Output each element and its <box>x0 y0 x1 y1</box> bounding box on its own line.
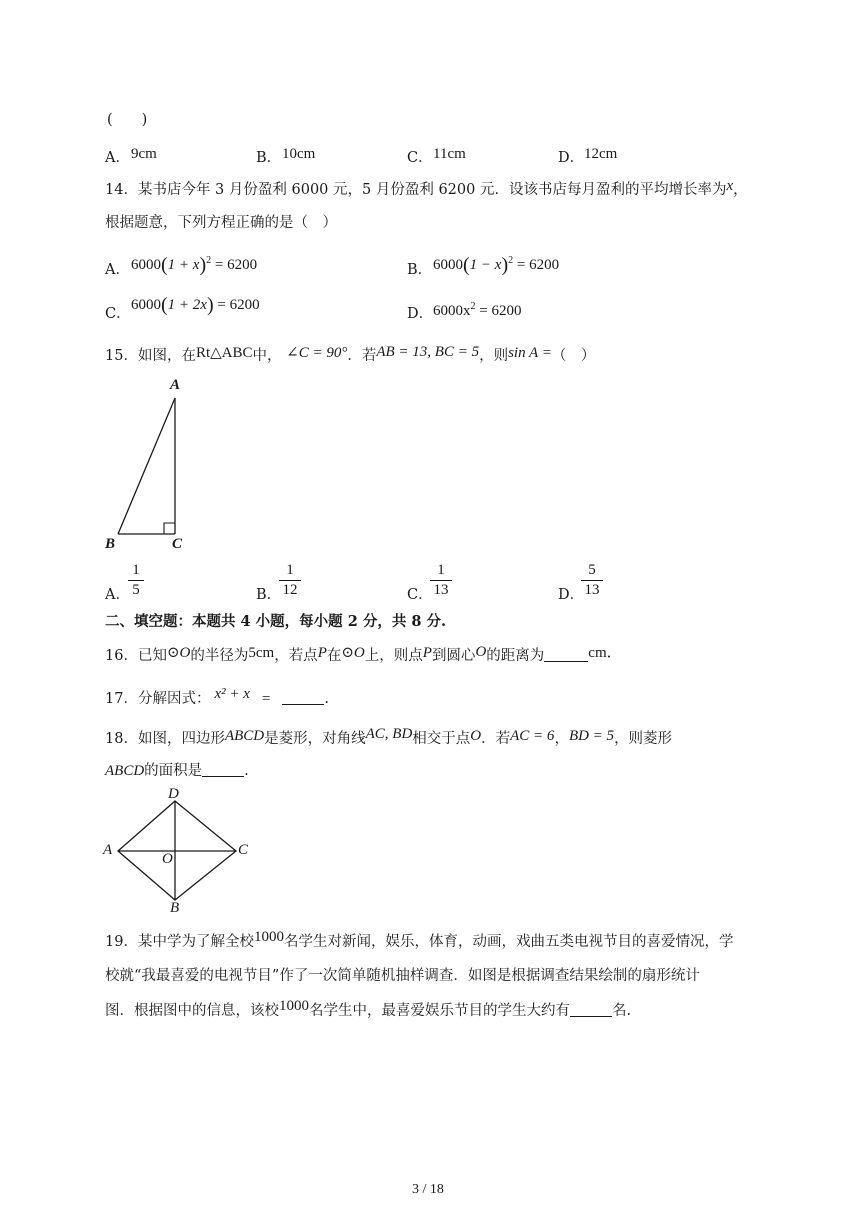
q15-option-c-fraction: 1 13 <box>430 562 452 599</box>
q15-option-d: D． <box>558 587 585 603</box>
rhombus-label-a: A <box>103 842 113 858</box>
q18-stem-line1: 18．如图，四边形ABCD是菱形，对角线AC, BD相交于点O．若AC = 6，BD = 5，则菱形 <box>105 726 673 747</box>
q13-option-d: D． 12cm <box>558 146 618 166</box>
right-triangle-figure <box>100 372 220 562</box>
triangle-label-a: A <box>170 377 181 393</box>
rhombus-label-c: C <box>238 842 249 858</box>
q14-option-b: B． $6000(1 - x)^2 = 6200$ <box>407 254 560 278</box>
q15-option-d-fraction: 5 13 <box>581 562 603 599</box>
rhombus-label-d: D <box>168 786 179 802</box>
q19-stem-line3: 图．根据图中的信息，该校1000名学生中，最喜爱娱乐节目的学生大约有 名. <box>105 998 632 1019</box>
q15-stem: 15．如图，在Rt△ABC中， ∠C = 90°．若AB = 13, BC = 5，则sin A =（ ） <box>105 344 596 364</box>
q14-option-d: D． $6000x^2 = 6200$ <box>407 301 522 322</box>
q13-option-a: A． 9cm <box>105 146 157 166</box>
q14-stem-line1: 14．某书店今年 3 月份盈利 6000 元，5 月份盈利 6200 元．设该书店每月盈利的平均增长率为x， <box>105 178 748 198</box>
q14-stem-line2: 根据题意，下列方程正确的是（ ） <box>105 215 337 231</box>
rhombus-label-b: B <box>170 900 180 916</box>
triangle-label-b: B <box>105 536 116 552</box>
rhombus-label-o: O <box>162 851 173 867</box>
q16-stem: 16．已知⊙O的半径为5cm，若点P在⊙O上，则点P到圆心O的距离为 cm． <box>105 644 622 664</box>
q19-answer-blank <box>570 1001 612 1017</box>
q19-stem-line2: 校就“我最喜爱的电视节目”作了一次简单随机抽样调查．如图是根据调查结果绘制的扇形统计 <box>105 968 700 984</box>
q13-option-b: B． 10cm <box>256 146 316 166</box>
q18-answer-blank <box>202 761 244 777</box>
q16-answer-blank <box>544 646 588 662</box>
q15-option-a: A． <box>105 587 130 603</box>
q19-stem-line1: 19．某中学为了解全校1000名学生对新闻，娱乐，体育，动画，戏曲五类电视节目的喜爱情况，学 <box>105 929 734 950</box>
section-2-heading: 二、填空题：本题共 4 小题，每小题 2 分，共 8 分. <box>105 613 447 630</box>
q17-answer-blank <box>282 689 324 705</box>
q14-option-a: A． $6000(1 + x)^2 = 6200$ <box>105 254 258 278</box>
q14-option-c: C． 6000(1 + 2x) = 6200 <box>105 294 260 322</box>
q18-stem-line2: ABCD的面积是 . <box>105 763 249 779</box>
q13-paren: ( ) <box>107 112 148 128</box>
rhombus-figure <box>108 792 248 912</box>
q13-option-c: C． 11cm <box>407 146 466 166</box>
q17-stem: 17．分解因式： x² + x = . <box>105 686 329 707</box>
q15-option-b-fraction: 1 12 <box>279 562 301 599</box>
page-number: 3 / 18 <box>412 1182 444 1197</box>
q15-option-a-fraction: 1 5 <box>128 562 144 599</box>
triangle-label-c: C <box>172 536 183 552</box>
q15-option-c: C． <box>407 587 433 603</box>
q15-option-b: B． <box>256 587 282 603</box>
